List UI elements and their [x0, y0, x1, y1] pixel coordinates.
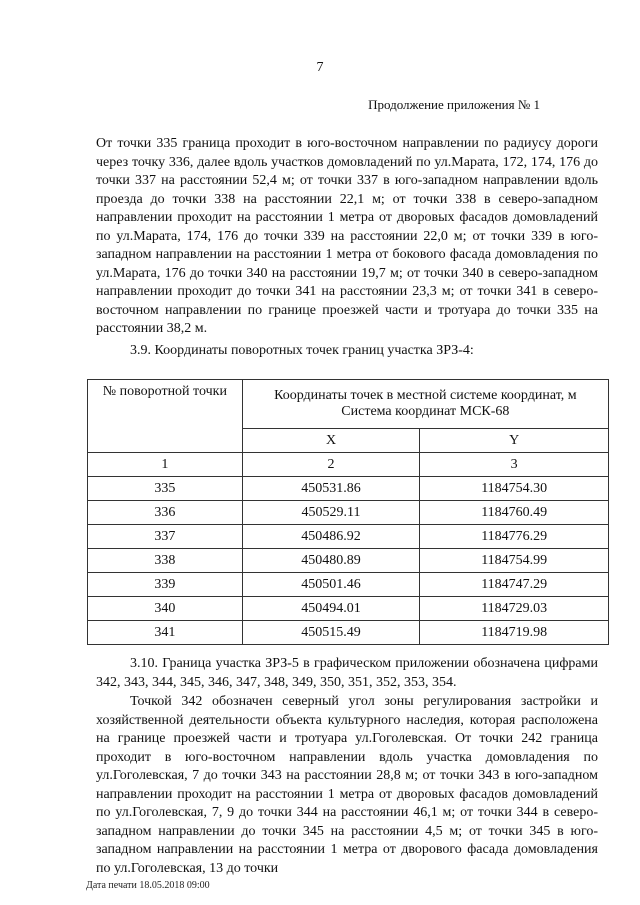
- table-row: [88, 573, 609, 597]
- x-cell: 450529.11: [242, 501, 420, 525]
- boundary-description-zrz5: Точкой 342 обозначен северный угол зоны регулирования застройки и хозяйственной деятельности объекта культурного наследия, которая расположена на границе проезжей части и тротуара ул.Гоголевская. От точки 242 граница проходит в юго-восточном направлении вдоль участка домовладения по ул.Гоголевская, 7 до точки 343 на расстоянии 28,8 м; от точки 343 в юго-западном направлении проходит на расстоянии 1 метра от дворовых фасадов домовладений по ул.Гоголевская, 7, 9 до точки 344 на расстоянии 46,1 м; от точки 344 в северо-западном направлении до точки 345 на расстоянии 4,5 м; от точки 345 в юго-западном направлении на расстоянии 1 метра от дворового фасада домовладения по ул.Гоголевская, 13 до точки: [96, 694, 598, 876]
- x-cell: 450531.86: [242, 477, 420, 501]
- y-cell: 1184776.29: [420, 525, 609, 549]
- header-x: X: [242, 429, 420, 453]
- boundary-description-zrz4: От точки 335 граница проходит в юго-восточном направлении по радиусу дороги через точку 336, далее вдоль участков домовладений по ул.Марата, 172, 174, 176 до точки 337 на расстоянии 52,4 м; от точки 337 в юго-западном направлении вдоль проезда до точки 338 на расстоянии 22,1 м; от точки 338 в северо-западном направлении проходит на расстоянии 1 метра от дворовых фасадов домовладений по ул.Марата, 174, 176 до точки 339 на расстоянии 22,0 м; от точки 339 в юго-западном направлении на расстоянии 1 метра от бокового фасада домовладения по ул.Марата, 176 до точки 340 на расстоянии 19,7 м; от точки 340 в северо-западном направлении проходит до точки 341 на расстоянии 23,3 м; от точки 341 в северо-восточном направлении по границе проезжей части и тротуара до точки 335 на расстоянии 38,2 м.: [96, 136, 598, 336]
- point-cell: 338: [88, 549, 243, 573]
- x-cell: 450515.49: [242, 621, 420, 645]
- y-cell: 1184760.49: [420, 501, 609, 525]
- table-row: [88, 501, 609, 525]
- print-date-footer: Дата печати 18.05.2018 09:00: [86, 880, 210, 891]
- point-cell: 339: [88, 573, 243, 597]
- y-cell: 1184747.29: [420, 573, 609, 597]
- table-row: [88, 477, 609, 501]
- x-cell: 450501.46: [242, 573, 420, 597]
- section-3-10-paragraph: 3.10. Граница участка ЗРЗ-5 в графическом приложении обозначена цифрами 342, 343, 344, 345, 346, 347, 348, 349, 350, 351, 352, 353, 354.: [96, 656, 598, 690]
- point-cell: 335: [88, 477, 243, 501]
- point-cell: 337: [88, 525, 243, 549]
- table-row: [88, 597, 609, 621]
- y-cell: 1184754.99: [420, 549, 609, 573]
- table-row: [88, 621, 609, 645]
- page-number: 7: [316, 60, 324, 75]
- x-cell: 450486.92: [242, 525, 420, 549]
- section-3-9-heading: 3.9. Координаты поворотных точек границ участка ЗРЗ-4:: [130, 343, 474, 358]
- y-cell: 1184754.30: [420, 477, 609, 501]
- header-point-number: № поворотной точки: [88, 380, 243, 453]
- column-number: 2: [242, 453, 420, 477]
- header-coordinates: Координаты точек в местной системе координат, м Система координат МСК-68: [242, 380, 608, 429]
- column-number: 1: [88, 453, 243, 477]
- column-number: 3: [420, 453, 609, 477]
- header-y: Y: [420, 429, 609, 453]
- column-number-row: [88, 453, 609, 477]
- y-cell: 1184719.98: [420, 621, 609, 645]
- x-cell: 450480.89: [242, 549, 420, 573]
- point-cell: 341: [88, 621, 243, 645]
- x-cell: 450494.01: [242, 597, 420, 621]
- table-row: [88, 525, 609, 549]
- table-row: [88, 549, 609, 573]
- point-cell: 336: [88, 501, 243, 525]
- coordinates-table: [87, 379, 609, 645]
- appendix-title: Продолжение приложения № 1: [368, 97, 540, 112]
- y-cell: 1184729.03: [420, 597, 609, 621]
- point-cell: 340: [88, 597, 243, 621]
